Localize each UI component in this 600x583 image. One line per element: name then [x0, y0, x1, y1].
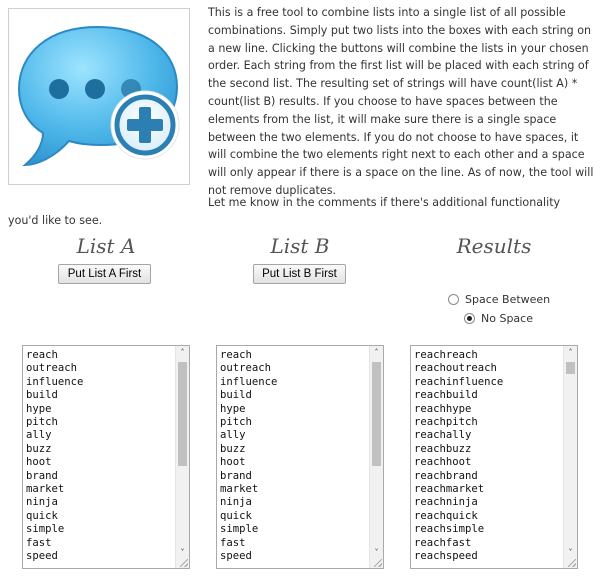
resize-grip-icon[interactable]	[568, 559, 576, 567]
list-a-title: List A	[76, 234, 136, 258]
no-space-label: No Space	[481, 312, 533, 325]
feedback-paragraph: Let me know in the comments if there's additional functionality you'd like to see.	[8, 196, 561, 227]
space-between-label: Space Between	[465, 293, 551, 306]
results-scrollbar[interactable]	[563, 346, 577, 568]
scroll-down-arrow-icon[interactable]: ˅	[180, 548, 185, 557]
put-list-a-first-button[interactable]: Put List A First	[58, 264, 151, 284]
scroll-down-arrow-icon[interactable]: ˅	[374, 548, 379, 557]
list-b-scrollbar[interactable]	[369, 346, 383, 568]
list-b-textarea[interactable]	[216, 345, 384, 569]
results-content: reachreach reachoutreach reachinfluence reachbuild reachhype reachpitch reachally reachbuzz reachhoot reachbrand reachmarket reachninja reachquick reachsimple reachfast reachspeed	[414, 349, 504, 563]
resize-grip-icon[interactable]	[374, 559, 382, 567]
scroll-up-arrow-icon[interactable]: ˄	[180, 348, 185, 357]
results-textarea[interactable]	[410, 345, 578, 569]
list-b-title: List B	[270, 234, 330, 258]
space-between-option[interactable]	[448, 293, 550, 306]
list-a-scrollbar[interactable]	[175, 346, 189, 568]
scroll-up-arrow-icon[interactable]: ˄	[568, 348, 573, 357]
no-space-option[interactable]	[464, 312, 533, 325]
list-b-content: reach outreach influence build hype pitch ally buzz hoot brand market ninja quick simple fast speed	[220, 349, 278, 563]
scroll-up-arrow-icon[interactable]: ˄	[374, 348, 379, 357]
no-space-radio[interactable]	[464, 313, 475, 324]
scroll-down-arrow-icon[interactable]: ˅	[568, 548, 573, 557]
list-a-textarea[interactable]	[22, 345, 190, 569]
tool-logo-image	[8, 8, 190, 185]
space-between-radio[interactable]	[448, 294, 459, 305]
resize-grip-icon[interactable]	[180, 559, 188, 567]
results-scroll-thumb[interactable]	[566, 362, 575, 374]
list-b-scroll-thumb[interactable]	[372, 362, 381, 466]
intro-paragraph: This is a free tool to combine lists into a single list of all possible combinations. Simply put two lists into the boxes with each string on a new line. Clicking the buttons will combine the lists in your chosen order. Each string from the first list will be placed with each string of the second list. The resulting set of strings will have count(list A) * count(list B) results. If you choose to have spaces between the elements from the list, it will make sure there is a single space between the two elements. If you do not choose to have spaces, it will combine the two elements right next to each other and a space will only appear if there is a space on the line. As of now, the tool will not remove duplicates.	[208, 6, 594, 197]
list-a-scroll-thumb[interactable]	[178, 362, 187, 466]
results-title: Results	[456, 234, 532, 258]
list-a-content: reach outreach influence build hype pitch ally buzz hoot brand market ninja quick simple fast speed	[26, 349, 84, 563]
put-list-b-first-button[interactable]: Put List B First	[253, 264, 346, 284]
chat-bubble-plus-icon	[9, 9, 189, 184]
